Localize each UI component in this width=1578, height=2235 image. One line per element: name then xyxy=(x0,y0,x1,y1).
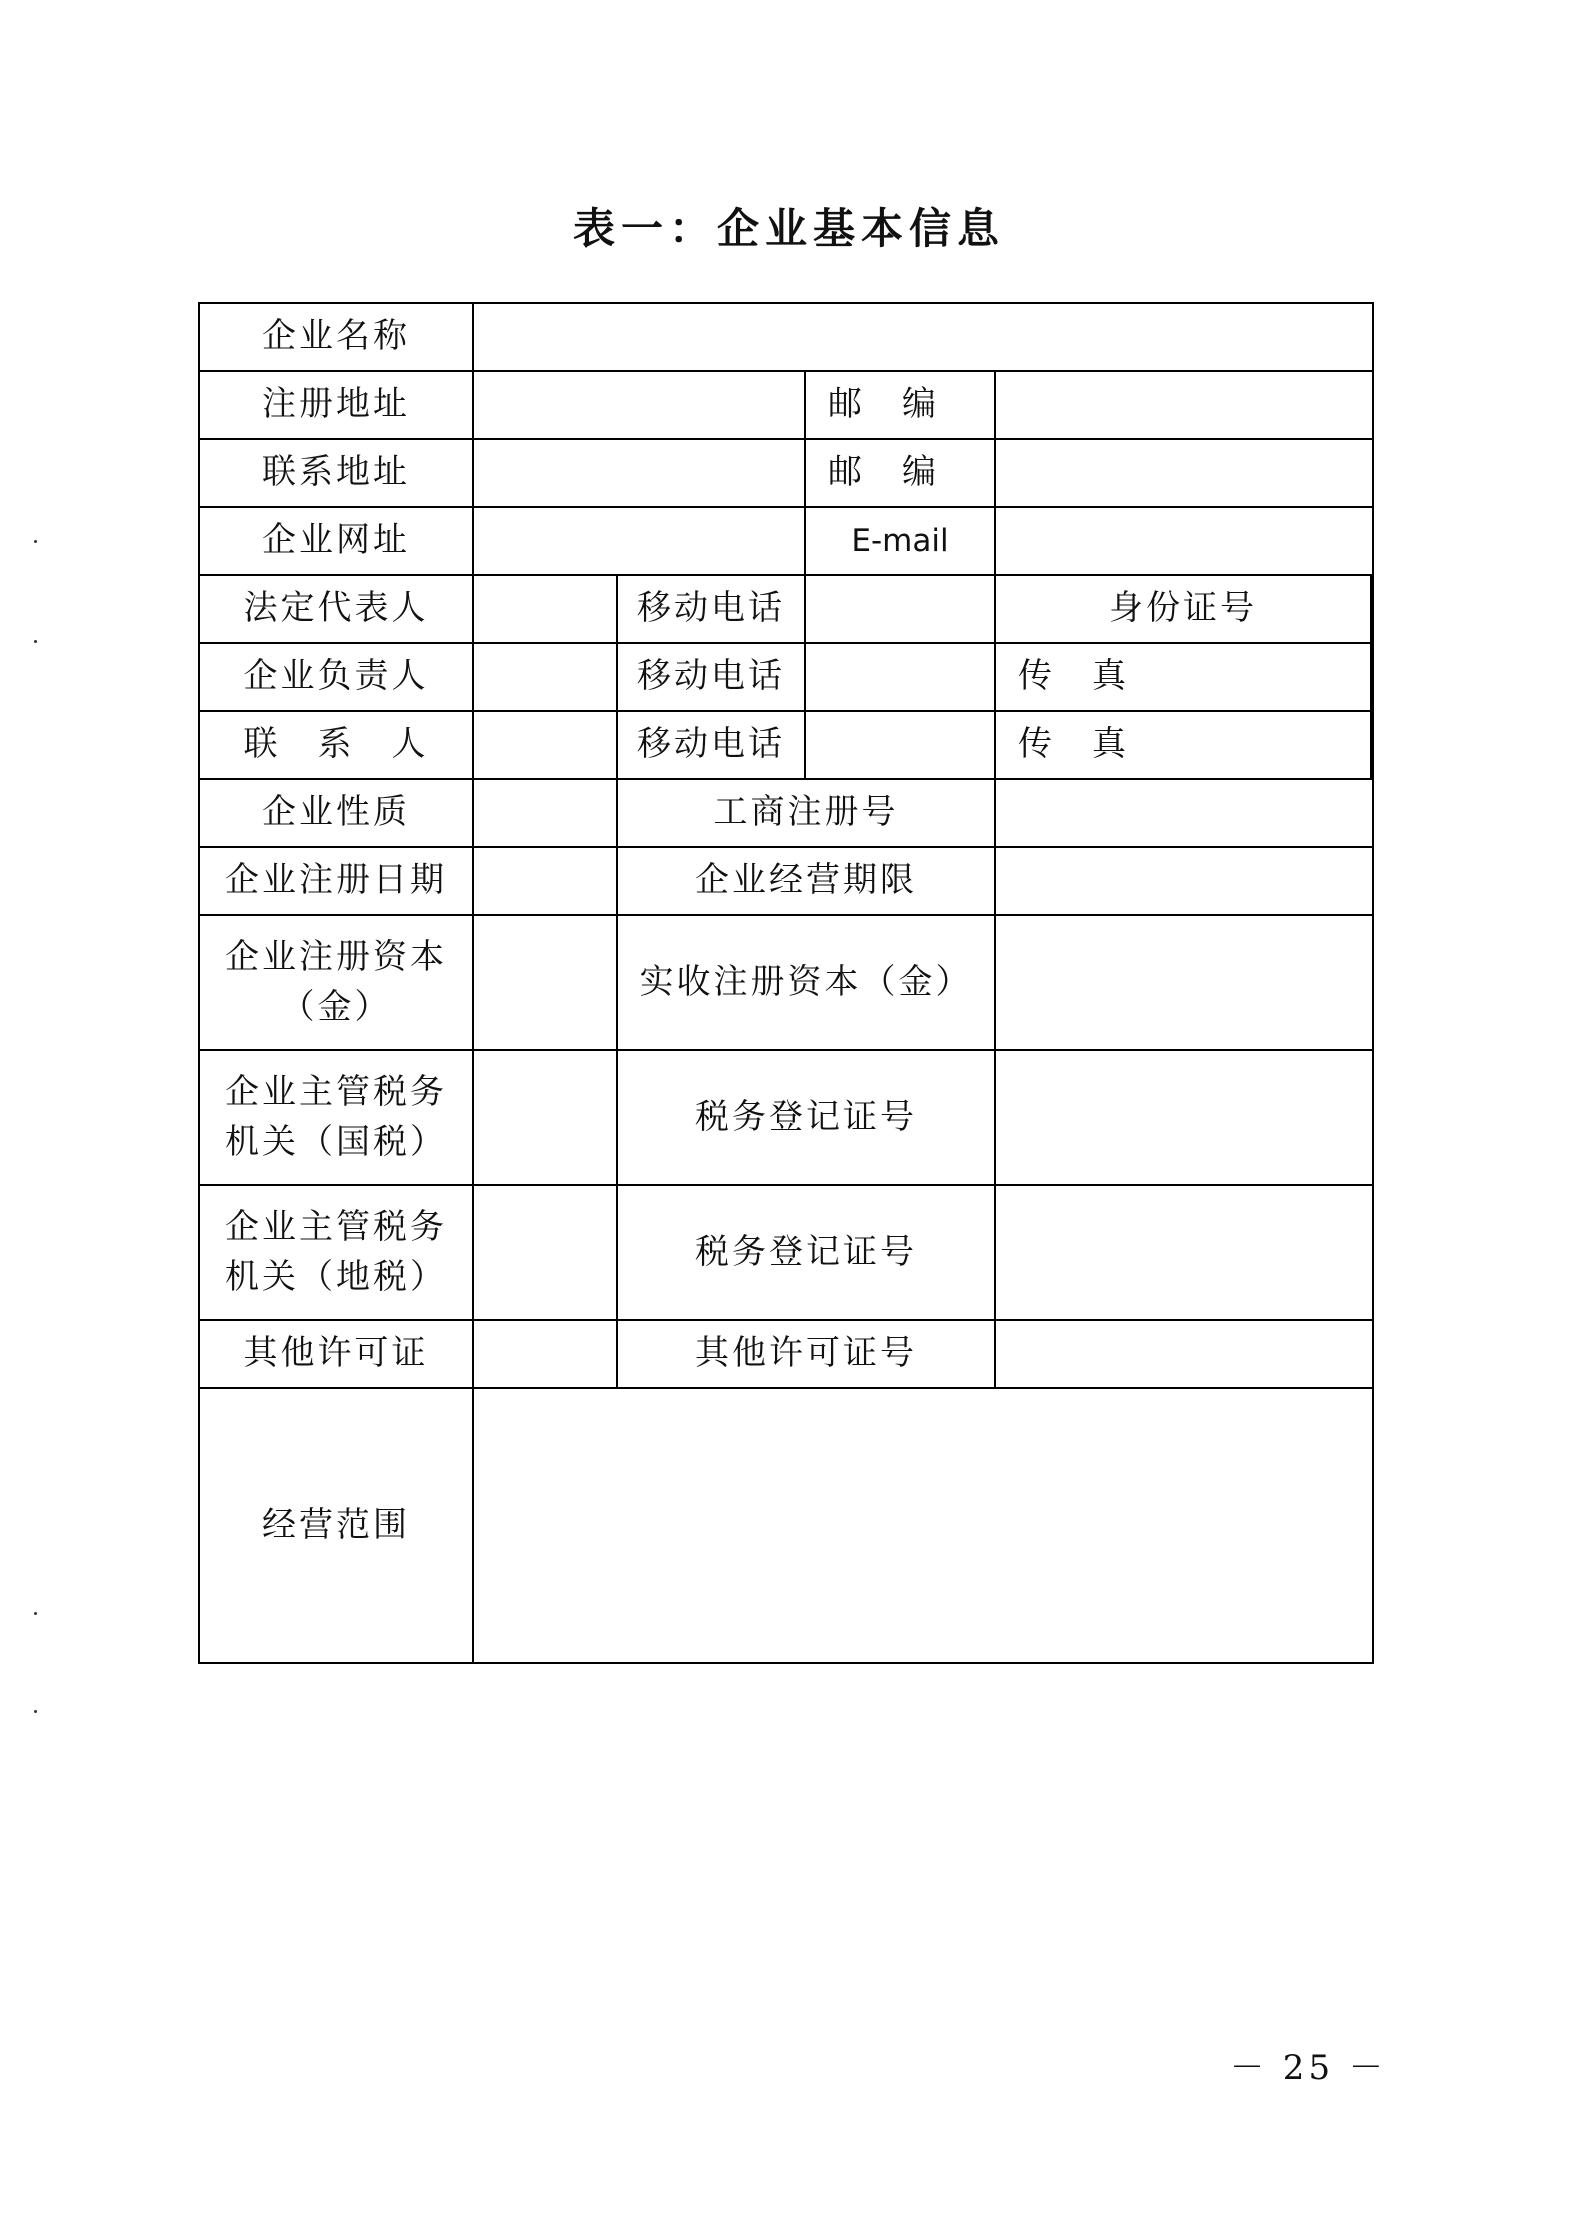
label-company-name: 企业名称 xyxy=(200,304,474,372)
scan-speck xyxy=(34,540,37,543)
field-email[interactable] xyxy=(996,508,1372,576)
field-reg-date[interactable] xyxy=(474,848,618,916)
field-contact-mobile[interactable] xyxy=(806,712,996,780)
label-other-license-no: 其他许可证号 xyxy=(618,1321,996,1389)
label-reg-postcode-text: 邮 编 xyxy=(828,384,939,425)
label-tax-reg-no-national: 税务登记证号 xyxy=(618,1051,996,1186)
label-contact-address: 联系地址 xyxy=(200,440,474,508)
field-contact-postcode[interactable] xyxy=(996,440,1372,508)
label-biz-reg-no: 工商注册号 xyxy=(618,780,996,848)
page-number: － 25 － xyxy=(1230,2048,1387,2088)
field-tax-auth-national[interactable] xyxy=(474,1051,618,1186)
field-business-scope[interactable] xyxy=(474,1389,1372,1662)
scan-speck xyxy=(34,1612,37,1615)
label-id-number: 身份证号 xyxy=(996,576,1372,644)
label-email: E-mail xyxy=(806,508,996,576)
label-tax-reg-no-local: 税务登记证号 xyxy=(618,1186,996,1321)
field-tax-auth-local[interactable] xyxy=(474,1186,618,1321)
field-reg-capital[interactable] xyxy=(474,916,618,1051)
label-contact-postcode xyxy=(806,440,996,508)
label-contact-fax xyxy=(996,712,1372,780)
label-contact-mobile: 移动电话 xyxy=(618,712,806,780)
label-other-license: 其他许可证 xyxy=(200,1321,474,1389)
field-tax-reg-no-national[interactable] xyxy=(996,1051,1372,1186)
label-reg-postcode xyxy=(806,372,996,440)
label-manager: 企业负责人 xyxy=(200,644,474,712)
scan-speck xyxy=(34,1710,37,1713)
field-biz-reg-no[interactable] xyxy=(996,780,1372,848)
label-manager-mobile: 移动电话 xyxy=(618,644,806,712)
field-company-name[interactable] xyxy=(474,304,1372,372)
field-legal-rep-mobile[interactable] xyxy=(806,576,996,644)
field-manager-mobile[interactable] xyxy=(806,644,996,712)
enterprise-info-table xyxy=(198,302,1374,1664)
label-manager-fax-text: 传 真 xyxy=(1018,656,1129,697)
label-reg-date: 企业注册日期 xyxy=(200,848,474,916)
field-manager[interactable] xyxy=(474,644,618,712)
field-paid-capital[interactable] xyxy=(996,916,1372,1051)
label-contact-person: 联 系 人 xyxy=(200,712,474,780)
label-nature: 企业性质 xyxy=(200,780,474,848)
field-reg-postcode[interactable] xyxy=(996,372,1372,440)
label-legal-rep-mobile: 移动电话 xyxy=(618,576,806,644)
field-website[interactable] xyxy=(474,508,806,576)
scan-speck xyxy=(34,640,37,643)
label-reg-address: 注册地址 xyxy=(200,372,474,440)
field-legal-rep[interactable] xyxy=(474,576,618,644)
field-contact-person[interactable] xyxy=(474,712,618,780)
field-other-license[interactable] xyxy=(474,1321,618,1389)
label-legal-rep: 法定代表人 xyxy=(200,576,474,644)
label-op-term: 企业经营期限 xyxy=(618,848,996,916)
label-manager-fax xyxy=(996,644,1372,712)
page-title: 表一：企业基本信息 xyxy=(572,204,1005,253)
label-business-scope: 经营范围 xyxy=(200,1389,474,1662)
field-contact-address[interactable] xyxy=(474,440,806,508)
label-tax-auth-local: 企业主管税务机关（地税） xyxy=(200,1186,474,1321)
field-tax-reg-no-local[interactable] xyxy=(996,1186,1372,1321)
label-paid-capital: 实收注册资本（金） xyxy=(618,916,996,1051)
field-nature[interactable] xyxy=(474,780,618,848)
label-tax-auth-national: 企业主管税务机关（国税） xyxy=(200,1051,474,1186)
field-op-term[interactable] xyxy=(996,848,1372,916)
field-reg-address[interactable] xyxy=(474,372,806,440)
field-other-license-no[interactable] xyxy=(996,1321,1372,1389)
label-contact-postcode-text: 邮 编 xyxy=(828,452,939,493)
label-reg-capital: 企业注册资本（金） xyxy=(200,916,474,1051)
label-website: 企业网址 xyxy=(200,508,474,576)
label-contact-fax-text: 传 真 xyxy=(1018,724,1129,765)
